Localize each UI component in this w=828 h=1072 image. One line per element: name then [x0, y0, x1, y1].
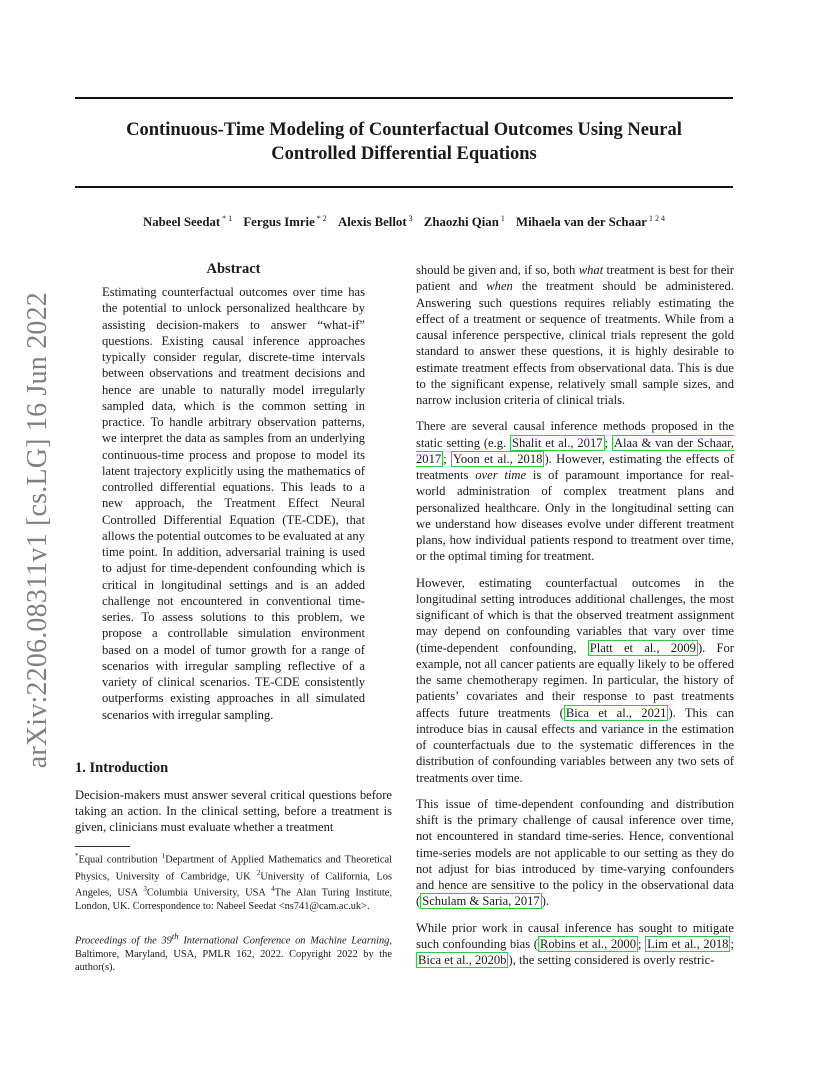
title-line-1: Continuous-Time Modeling of Counterfactual Outcomes Using Neural [126, 120, 682, 140]
text: ). [541, 894, 550, 909]
section-heading-introduction: 1. Introduction [75, 759, 169, 776]
citation-link[interactable]: Bica et al., 2020b [418, 953, 507, 967]
text: There are several causal inference methods proposed in the static setting (e.g. [416, 419, 734, 450]
citation-link[interactable]: Bica et al., 2021 [565, 705, 667, 720]
title-line-2: Controlled Differential Equations [271, 144, 537, 164]
proceedings-note [75, 930, 392, 974]
citation-link[interactable]: Platt et al., 2009 [589, 640, 696, 655]
author-name: Alexis Bellot [337, 215, 407, 230]
footnote-mark-3: 3 [143, 885, 147, 894]
text: ). However, estimating the effects of treatments [416, 451, 734, 482]
intro-paragraph-2 [416, 262, 734, 408]
author-name: Mihaela van der Schaar [516, 215, 647, 230]
footnote-mark-4: 4 [271, 885, 275, 894]
text: ), the setting considered is overly restric- [508, 953, 715, 967]
title-rule-bottom [75, 186, 733, 188]
citation-link[interactable]: Lim et al., 2018 [647, 936, 729, 951]
arxiv-stamp: arXiv:2206.08311v1 [cs.LG] 16 Jun 2022 [22, 292, 53, 769]
left-column [75, 260, 392, 846]
author-name: Fergus Imrie [243, 215, 315, 230]
emph-over-time: over time [475, 468, 527, 482]
footnote-aff-1: Department of Applied Mathematics and Theoretical Physics, University of Cambridge, UK [75, 854, 392, 883]
citation-link[interactable]: Yoon et al., 2018 [453, 451, 543, 466]
citation-link[interactable]: Alaa & van der Schaar, 2017 [416, 435, 734, 466]
footnote [75, 850, 392, 913]
author-affil: * 1 [222, 214, 233, 223]
author-name: Zhaozhi Qian [423, 215, 499, 230]
intro-paragraph-1: Decision-makers must answer several critical questions before taking an action. In the clinical setting, before a treatment is given, clinicians must evaluate whether a treatment [75, 787, 392, 835]
text: ). This can introduce bias in causal effects and variance in the estimation of counterfactuals due to the systematic differences in the distribution of confounding variables between any two sets of treatments over time. [416, 705, 735, 785]
author-3 [338, 215, 413, 229]
author-5 [516, 215, 665, 229]
emph-when: when [486, 279, 513, 294]
intro-paragraph-4 [416, 575, 734, 786]
title-rule-top [75, 97, 733, 99]
text: should be given and, if so, both [416, 263, 579, 277]
text: the treatment should be administered. Answering such questions requires reliably estimating the effect of a treatment or sequence of treatments. While from a causal inference perspective, clinical trials represent the gold standard to answer these questions, it is highly desirable to estimate treatment effects from observational data. This is due to the significant expense, relatively small sample sizes, and narrow inclusion criteria of clinical trials. [416, 279, 734, 407]
abstract-heading: Abstract [206, 261, 261, 277]
text: is of paramount importance for real-world administration of complex treatment plans and personalized healthcare. Only in the longitudinal setting can we understand how diseases evolve under different treatment plans, how individual patients respond to treatment over time, or the optimal timing for treatment. [416, 468, 734, 564]
footnote-star: * [75, 852, 79, 860]
text: ). For example, not all cancer patients are equally likely to be offered the same chemotherapy regimen. In particular, the history of patients’ covariates and their response to past treatments affects future treatments ( [416, 640, 734, 720]
author-name: Nabeel Seedat [143, 215, 221, 230]
footnote-mark-1: 1 [161, 852, 166, 860]
author-list [75, 214, 733, 230]
author-affil: 1 [500, 214, 505, 223]
author-1 [143, 215, 232, 229]
footnote-contrib: Equal contribution [78, 854, 158, 866]
abstract-text: Estimating counterfactual outcomes over time has the potential to unlock personalized healthcare by assisting decision-makers to answer “what-if” questions. Existing causal inference approaches typically consider regular, discrete-time intervals between observations and treatment decisions and hence are unable to naturally model irregularly sampled data, which is the common setting in practice. To handle arbitrary observation patterns, we interpret the data as samples from an underlying continuous-time process and propose to model its latent trajectory explicitly using the mathematics of controlled differential equations. This leads to a new approach, the Treatment Effect Neural Controlled Differential Equation (TE-CDE), that allows the potential outcomes to be evaluated at any time point. In addition, adversarial training is used to adjust for time-dependent confounding which is critical in longitudinal settings and is an added challenge not encountered in conventional time-series. To assess solutions to this problem, we propose a controllable simulation environment based on a model of tumor growth for a range of scenarios with irregular sampling reflective of a variety of clinical scenarios. TE-CDE consistently outperforms existing approaches in all simulated scenarios with irregular sampling. [102, 285, 365, 722]
footnote-aff-2: University of California, Los Angeles, USA [75, 871, 392, 899]
proceedings-prefix: Proceedings of the 39 [75, 935, 172, 947]
paper-title [75, 118, 733, 166]
citation-link[interactable]: Schulam & Saria, 2017 [422, 894, 540, 909]
proceedings-rest: , Baltimore, Maryland, USA, PMLR 162, 2022. Copyright 2022 by the author(s). [75, 935, 392, 973]
text: However, estimating counterfactual outcomes in the longitudinal setting introduces additional challenges, the most significant of which is that the observed treatment assignment may depend on confounding variables that vary over time (time-dependent confounding, [416, 575, 734, 655]
proceedings-conf: International Conference on Machine Learning [178, 935, 390, 947]
author-4 [424, 215, 505, 229]
author-affil: * 2 [316, 214, 327, 223]
footnote-aff-4: The Alan Turing Institute, London, UK. Correspondence to: Nabeel Seedat <ns741@cam.ac.uk>. [75, 887, 392, 913]
text: This issue of time-dependent confounding and distribution shift is the primary challenge of causal inference over time, not encountered in standard time-series. Hence, conventional time-series models are not applicable to our setting as they do not adjust for bias introduced by time-varying confounders and hence are sensitive to the policy in the observational data ( [416, 796, 734, 909]
author-2 [243, 215, 326, 229]
footnote-rule [75, 846, 130, 847]
intro-paragraph-3: There are several causal inference methods proposed in the static setting (e.g. Shalit et al., 2017 ; Alaa & van der Schaar, 2017 ; Yoon et al., 2018 ). However, estimating the effects of treatments over time is of paramount importance for real-world administration of complex treatment plans and personalized healthcare. Only in the longitudinal setting can we understand how diseases evolve under different treatment plans, how individual patients respond to treatment over time, or the optimal timing for treatment. [416, 419, 734, 564]
author-affil: 3 [408, 214, 413, 223]
right-column [416, 262, 734, 978]
emph-what: what [578, 263, 604, 277]
footnote-aff-3: Columbia University, USA [146, 887, 266, 899]
author-affil: 1 2 4 [648, 214, 665, 223]
citation-link[interactable]: Shalit et al., 2017 [512, 435, 603, 450]
text: treatment is best for their patient and [416, 263, 734, 294]
intro-paragraph-5 [416, 796, 734, 910]
citation-link[interactable]: Robins et al., 2000 [539, 936, 637, 951]
proceedings-sup: th [171, 931, 179, 941]
intro-paragraph-6: While prior work in causal inference has sought to mitigate such confounding bias ( Robins et al., 2000 ; Lim et al., 2018 ; Bica et al., 2020b ), the setting considered is overly restric- [416, 920, 734, 967]
footnote-mark-2: 2 [256, 868, 261, 877]
text: While prior work in causal inference has sought to mitigate such confounding bias ( [416, 920, 734, 951]
